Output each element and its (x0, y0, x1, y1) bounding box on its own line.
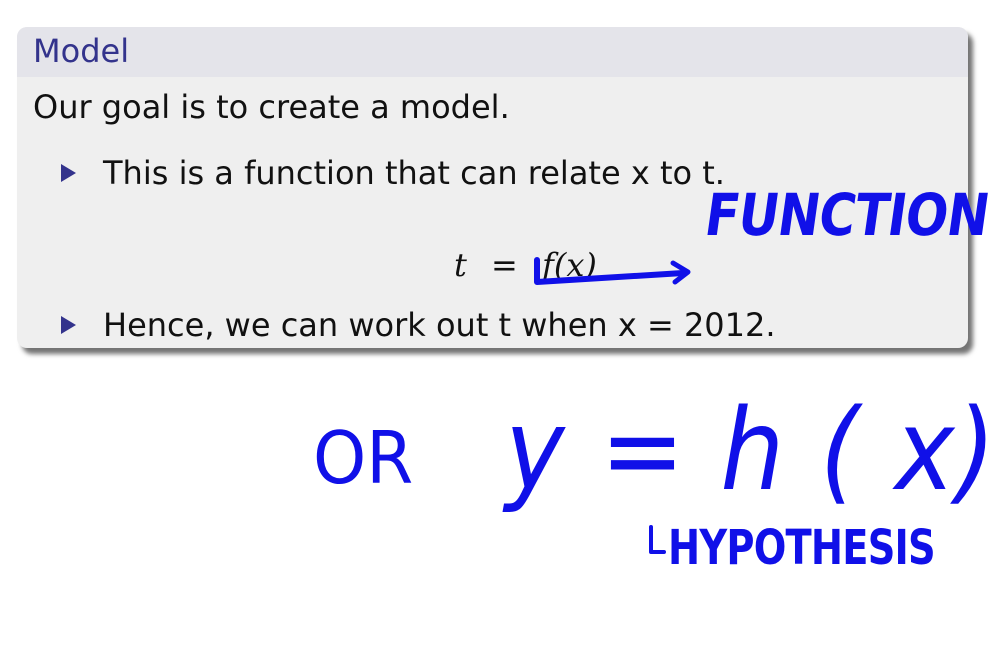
equation-operator: = (491, 246, 518, 284)
intro-text: Our goal is to create a model. (33, 88, 510, 126)
equation-lhs: t (454, 246, 467, 284)
handwritten-hypothesis-label: HYPOTHESIS (668, 520, 935, 576)
equation-rhs: f(x) (542, 246, 597, 284)
bullet-item-hence: Hence, we can work out t when x = 2012. (103, 306, 776, 344)
block-title: Model (33, 32, 130, 70)
bullet-item-function: This is a function that can relate x to t. (103, 154, 725, 192)
handwritten-hypothesis-equation: y = h ( x) (505, 386, 998, 516)
hypothesis-pointer-line (651, 527, 664, 552)
function-arrow-shaft (537, 260, 683, 282)
handwritten-or-label: OR (313, 416, 414, 500)
handwritten-function-label: FUNCTION (700, 181, 994, 249)
